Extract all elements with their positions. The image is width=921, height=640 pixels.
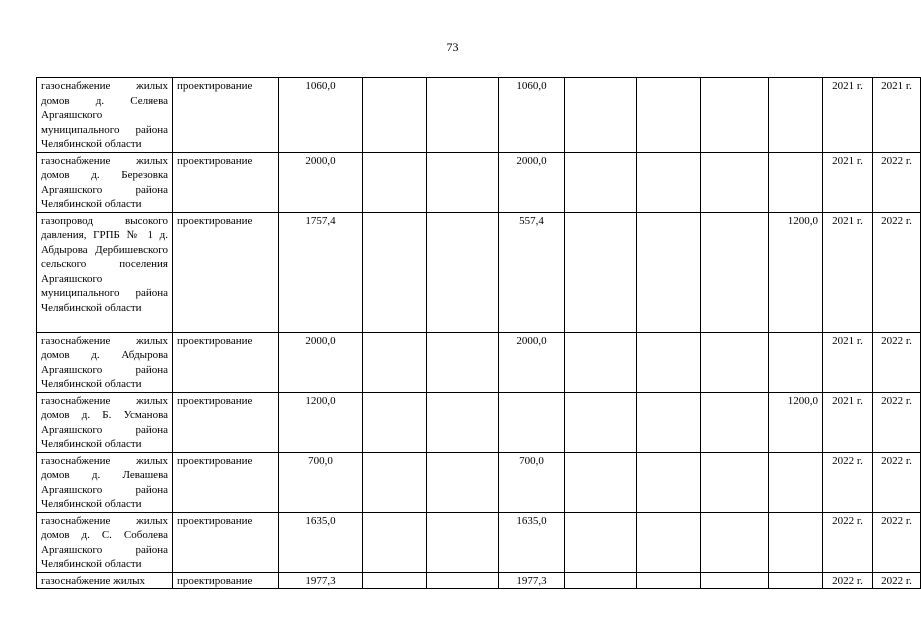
regional-budget-cell: 1635,0 (499, 512, 565, 572)
regional-budget-cell: 2000,0 (499, 152, 565, 212)
value-cell (427, 332, 499, 392)
end-year-cell: 2022 г. (873, 212, 921, 332)
other-sources-cell: 1200,0 (769, 212, 823, 332)
object-name-cell: газоснабжение жилых домов д. Селяева Аргаяшского муниципального района Челябинской области (37, 78, 173, 153)
stage-cell: проектирование (173, 152, 279, 212)
object-name-cell: газоснабжение жилых домов д. С. Соболева Аргаяшского района Челябинской области (37, 512, 173, 572)
total-cost-cell: 1757,4 (279, 212, 363, 332)
value-cell (565, 392, 637, 452)
object-name-cell: газоснабжение жилых домов д. Абдырова Аргаяшского района Челябинской области (37, 332, 173, 392)
value-cell (637, 78, 701, 153)
stage-cell: проектирование (173, 78, 279, 153)
start-year-cell: 2021 г. (823, 152, 873, 212)
value-cell (427, 392, 499, 452)
regional-budget-cell: 2000,0 (499, 332, 565, 392)
end-year-cell: 2022 г. (873, 152, 921, 212)
value-cell (565, 212, 637, 332)
page-number: 73 (446, 40, 459, 54)
start-year-cell: 2021 г. (823, 78, 873, 153)
end-year-cell: 2022 г. (873, 512, 921, 572)
value-cell (701, 212, 769, 332)
start-year-cell: 2021 г. (823, 212, 873, 332)
value-cell (363, 512, 427, 572)
table-row (37, 152, 921, 212)
table-row (37, 212, 921, 332)
value-cell (565, 78, 637, 153)
other-sources-cell (769, 78, 823, 153)
table-row (37, 332, 921, 392)
total-cost-cell: 1060,0 (279, 78, 363, 153)
stage-cell: проектирование (173, 572, 279, 589)
value-cell (427, 152, 499, 212)
value-cell (565, 572, 637, 589)
table-row (37, 392, 921, 452)
table-row (37, 78, 921, 153)
value-cell (701, 392, 769, 452)
other-sources-cell (769, 452, 823, 512)
total-cost-cell: 1200,0 (279, 392, 363, 452)
regional-budget-cell: 700,0 (499, 452, 565, 512)
regional-budget-cell: 1060,0 (499, 78, 565, 153)
other-sources-cell (769, 572, 823, 589)
value-cell (637, 392, 701, 452)
object-name-cell: газоснабжение жилых домов д. Левашева Аргаяшского района Челябинской области (37, 452, 173, 512)
value-cell (701, 332, 769, 392)
value-cell (427, 452, 499, 512)
investment-table (36, 77, 921, 589)
value-cell (637, 452, 701, 512)
other-sources-cell: 1200,0 (769, 392, 823, 452)
total-cost-cell: 1635,0 (279, 512, 363, 572)
table-body (37, 78, 921, 589)
value-cell (701, 452, 769, 512)
stage-cell: проектирование (173, 332, 279, 392)
value-cell (565, 452, 637, 512)
value-cell (427, 512, 499, 572)
end-year-cell: 2022 г. (873, 452, 921, 512)
value-cell (565, 332, 637, 392)
total-cost-cell: 700,0 (279, 452, 363, 512)
value-cell (565, 512, 637, 572)
other-sources-cell (769, 512, 823, 572)
value-cell (363, 392, 427, 452)
regional-budget-cell: 557,4 (499, 212, 565, 332)
value-cell (427, 572, 499, 589)
object-name-cell: газоснабжение жилых домов д. Березовка Аргаяшского района Челябинской области (37, 152, 173, 212)
total-cost-cell: 2000,0 (279, 152, 363, 212)
value-cell (701, 572, 769, 589)
total-cost-cell: 2000,0 (279, 332, 363, 392)
regional-budget-cell (499, 392, 565, 452)
regional-budget-cell: 1977,3 (499, 572, 565, 589)
stage-cell: проектирование (173, 392, 279, 452)
start-year-cell: 2022 г. (823, 512, 873, 572)
start-year-cell: 2021 г. (823, 392, 873, 452)
value-cell (565, 152, 637, 212)
value-cell (701, 152, 769, 212)
object-name-cell: газоснабжение жилых домов д. Б. Усманова Аргаяшского района Челябинской области (37, 392, 173, 452)
end-year-cell: 2022 г. (873, 392, 921, 452)
end-year-cell: 2022 г. (873, 572, 921, 589)
value-cell (637, 512, 701, 572)
value-cell (363, 78, 427, 153)
object-name-cell: газопровод высокого давления, ГРПБ № 1 д. Абдырова Дербишевского сельского поселения Аргаяшского муниципального района Челябинской области (37, 212, 173, 332)
value-cell (363, 332, 427, 392)
table-row (37, 512, 921, 572)
value-cell (701, 512, 769, 572)
end-year-cell: 2021 г. (873, 78, 921, 153)
stage-cell: проектирование (173, 452, 279, 512)
table-row (37, 452, 921, 512)
value-cell (363, 572, 427, 589)
start-year-cell: 2022 г. (823, 572, 873, 589)
value-cell (363, 152, 427, 212)
end-year-cell: 2022 г. (873, 332, 921, 392)
other-sources-cell (769, 332, 823, 392)
value-cell (363, 452, 427, 512)
value-cell (427, 78, 499, 153)
stage-cell: проектирование (173, 212, 279, 332)
total-cost-cell: 1977,3 (279, 572, 363, 589)
value-cell (427, 212, 499, 332)
start-year-cell: 2022 г. (823, 452, 873, 512)
value-cell (637, 212, 701, 332)
value-cell (637, 332, 701, 392)
table-row (37, 572, 921, 589)
other-sources-cell (769, 152, 823, 212)
value-cell (701, 78, 769, 153)
value-cell (363, 212, 427, 332)
value-cell (637, 572, 701, 589)
stage-cell: проектирование (173, 512, 279, 572)
object-name-cell: газоснабжение жилых (37, 572, 173, 589)
value-cell (637, 152, 701, 212)
start-year-cell: 2021 г. (823, 332, 873, 392)
